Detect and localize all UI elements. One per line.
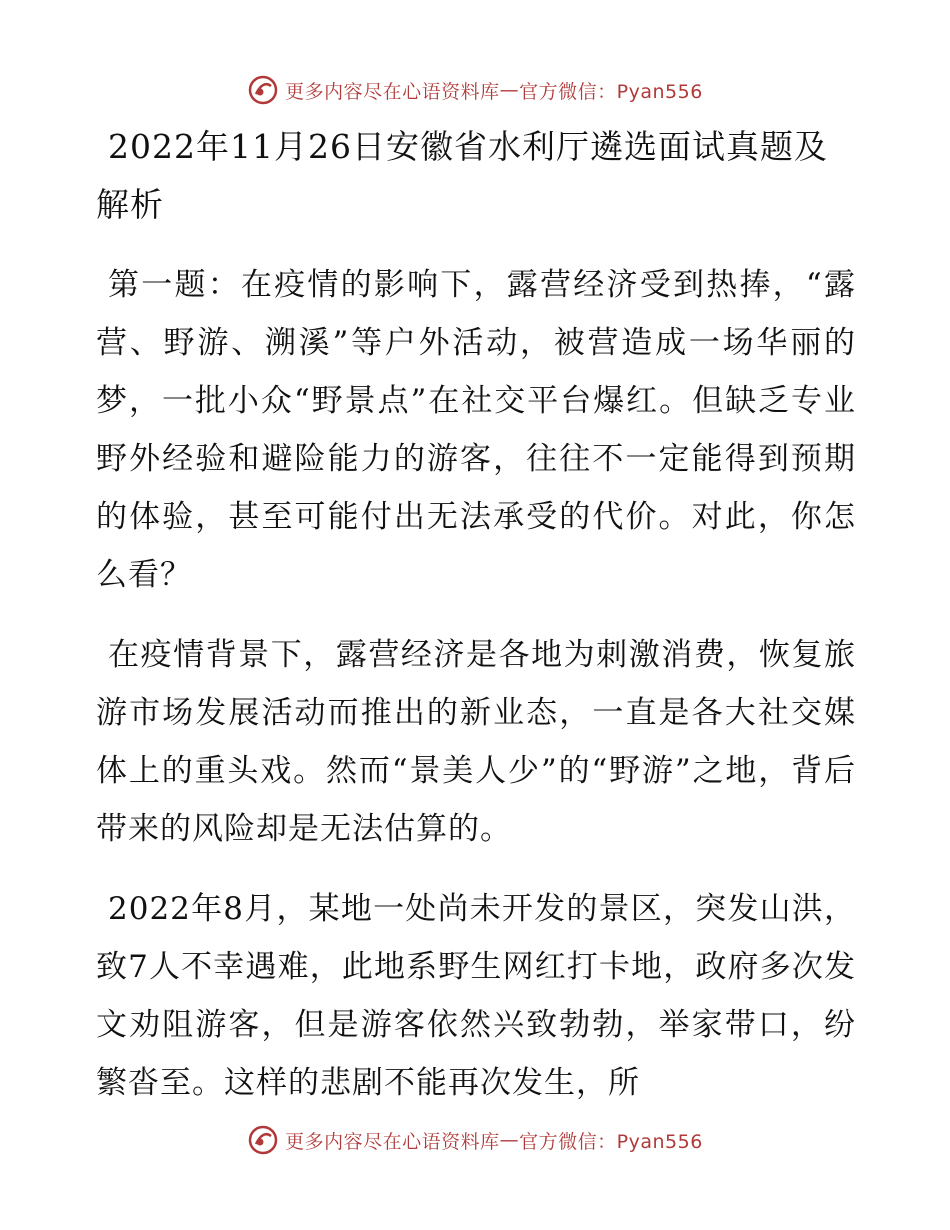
banner-text: 更多内容尽在心语资料库	[285, 80, 500, 103]
banner-wechat: 官方微信：Pyan556	[519, 1130, 703, 1153]
header-banner	[0, 70, 950, 110]
banner-separator: —	[499, 79, 520, 101]
brand-logo-icon	[247, 1124, 279, 1156]
page-title: 2022年11月26日安徽省水利厅遴选面试真题及解析	[96, 127, 828, 224]
paragraph-question-1: 第一题：在疫情的影响下，露营经济受到热捧，“露营、野游、溯溪”等户外活动，被营造成一场华丽的梦，一批小众“野景点”在社交平台爆红。但缺乏专业野外经验和避险能力的游客，往往不一定能得到预期的体验，甚至可能付出无法承受的代价。对此，你怎么看？	[96, 267, 856, 593]
paragraph-answer-1: 在疫情背景下，露营经济是各地为刺激消费，恢复旅游市场发展活动而推出的新业态，一直是各大社交媒体上的重头戏。然而“景美人少”的“野游”之地，背后带来的风险却是无法估算的。	[96, 637, 856, 847]
banner-text: 更多内容尽在心语资料库	[285, 1130, 500, 1153]
footer-banner	[0, 1120, 950, 1160]
brand-logo-icon	[247, 74, 279, 106]
document-body	[96, 118, 856, 1112]
paragraph-answer-2: 2022年8月，某地一处尚未开发的景区，突发山洪，致7人不幸遇难，此地系野生网红打卡地，政府多次发文劝阻游客，但是游客依然兴致勃勃，举家带口，纷繁沓至。这样的悲剧不能再次发生，所	[96, 891, 856, 1101]
banner-wechat: 官方微信：Pyan556	[519, 80, 703, 103]
banner-separator: —	[499, 1129, 520, 1151]
